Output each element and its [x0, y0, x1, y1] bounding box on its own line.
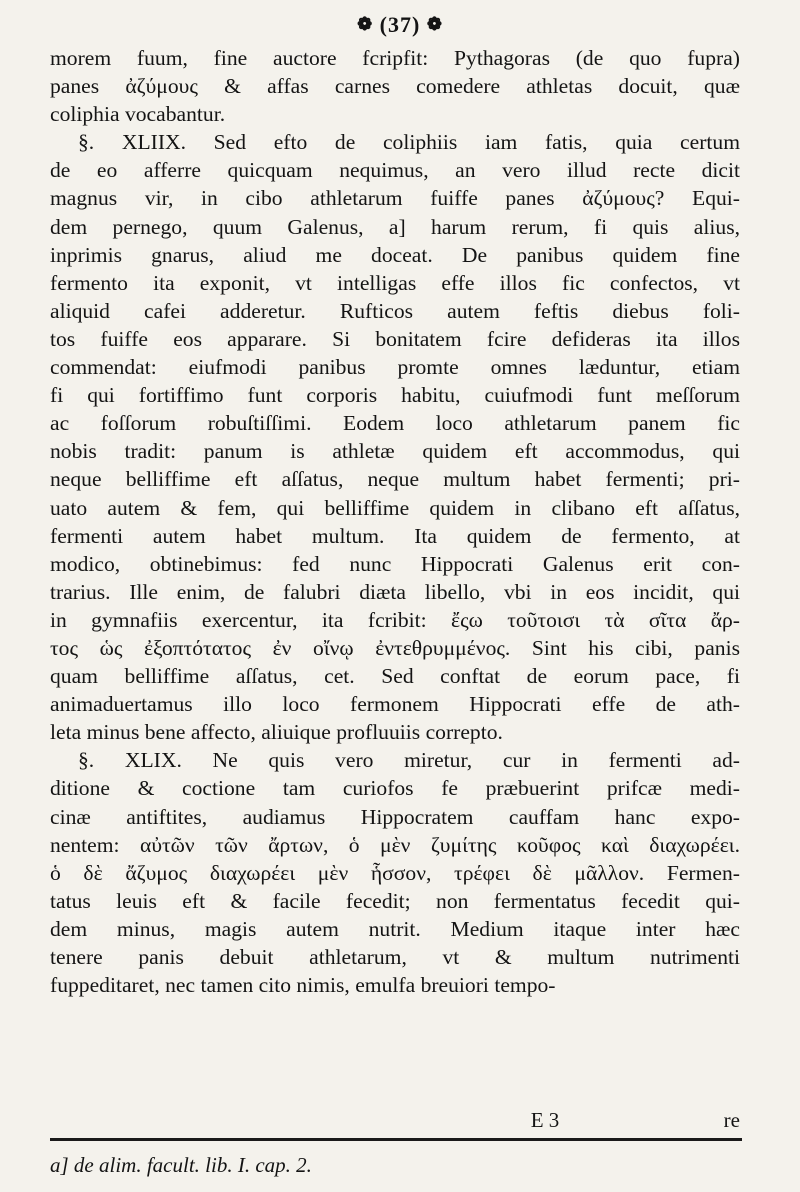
- page-header: [0, 12, 800, 38]
- text-line: ac foſſorum robuſtiſſimi. Eodem loco athletarum panem fic: [50, 411, 740, 436]
- text-line: fuppeditaret, nec tamen cito nimis, emulfa breuiori tempo-: [50, 973, 556, 998]
- text-line: ὁ δὲ ἄζυμος διαχωρέει μὲν ἧσσον, τρέφει δὲ μᾶλλον. Fermen-: [50, 860, 740, 885]
- text-line: aliquid cafei adderetur. Rufticos autem feftis diebus foli-: [50, 298, 740, 323]
- text-line: fermenti autem habet multum. Ita quidem de fermento, at: [50, 523, 740, 548]
- text-line: animaduertamus illo loco fermonem Hippocrati effe de ath-: [50, 692, 740, 717]
- ornament-right-icon: ❁: [426, 14, 443, 34]
- footnote: [50, 1152, 740, 1178]
- ornament-left-icon: ❁: [357, 14, 374, 34]
- text-line: fermento ita exponit, vt intelligas effe illos fic confectos, vt: [50, 270, 740, 295]
- text-line: uato autem & fem, qui belliffime quidem in clibano eft aſſatus,: [50, 495, 740, 520]
- text-line: trarius. Ille enim, de falubri diæta libello, vbi in eos incidit, qui: [50, 579, 740, 604]
- signature-mark: E 3: [530, 1108, 560, 1132]
- text-line: commendat: eiufmodi panibus promte omnes læduntur, etiam: [50, 355, 740, 380]
- footnote-text: a] de alim. facult. lib. I. cap. 2.: [50, 1153, 312, 1177]
- text-line: nentem: αὐτῶν τῶν ἄρτων, ὁ μὲν ζυμίτης κοῦφος καὶ διαχωρέει.: [50, 832, 740, 857]
- text-line: de eo afferre quicquam nequimus, an vero illud recte dicit: [50, 158, 740, 183]
- text-line: ditione & coctione tam curiofos fe præbuerint prifcæ medi-: [50, 776, 740, 801]
- signature-line: [480, 1107, 740, 1133]
- footnote-divider: [50, 1138, 742, 1141]
- text-line: fi qui fortiffimo funt corporis habitu, cuiufmodi funt meſſorum: [50, 383, 740, 408]
- catchword: re: [723, 1108, 740, 1132]
- text-line: dem pernego, quum Galenus, a] harum rerum, fi quis alius,: [50, 214, 740, 239]
- text-line: §. XLIIX. Sed efto de coliphiis iam fatis, quia certum: [78, 130, 740, 155]
- text-line: neque belliffime eft aſſatus, neque multum habet fermenti; pri-: [50, 467, 740, 492]
- text-line: τος ὡς ἐξοπτότατος ἐν οἴνῳ ἐντεθρυμμένος. Sint his cibi, panis: [50, 635, 740, 660]
- text-line: cinæ antiftites, audiamus Hippocratem cauffam hanc expo-: [50, 804, 740, 829]
- text-line: panes ἀζύμους & affas carnes comedere athletas docuit, quæ: [50, 74, 740, 99]
- main-text: [50, 44, 740, 999]
- text-line: leta minus bene affecto, aliuique profluuiis correpto.: [50, 720, 503, 745]
- text-line: nobis tradit: panum is athletæ quidem eft accommodus, qui: [50, 439, 740, 464]
- text-line: coliphia vocabantur.: [50, 102, 226, 127]
- text-line: inprimis gnarus, aliud me doceat. De panibus quidem fine: [50, 242, 740, 267]
- text-line: magnus vir, in cibo athletarum fuiffe panes ἀζύμους? Equi-: [50, 186, 740, 211]
- text-line: tenere panis debuit athletarum, vt & multum nutrimenti: [50, 945, 740, 969]
- text-line: quam belliffime aſſatus, cet. Sed conftat de eorum pace, fi: [50, 664, 740, 689]
- page-number: (37): [379, 12, 421, 37]
- text-line: morem fuum, fine auctore fcripfit: Pythagoras (de quo fupra): [50, 46, 740, 70]
- text-line: dem minus, magis autem nutrit. Medium itaque inter hæc: [50, 916, 740, 941]
- text-line: tatus leuis eft & facile fecedit; non fermentatus fecedit qui-: [50, 888, 740, 913]
- text-line: modico, obtinebimus: fed nunc Hippocrati Galenus erit con-: [50, 551, 740, 576]
- text-line: tos fuiffe eos apparare. Si bonitatem fcire defideras ita illos: [50, 326, 740, 351]
- text-line: in gymnafiis exercentur, ita fcribit: ἔςω τοῦτοισι τὰ σῖτα ἄρ-: [50, 607, 740, 632]
- text-line: §. XLIX. Ne quis vero miretur, cur in fermenti ad-: [78, 748, 740, 773]
